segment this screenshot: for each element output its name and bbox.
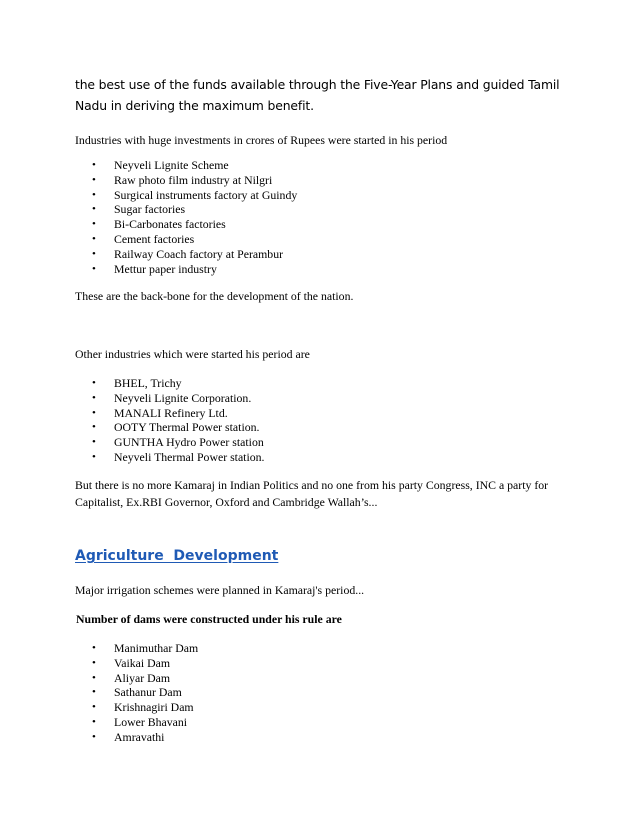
intro-paragraph: the best use of the funds available through the Five-Year Plans and guided Tamil Nadu in deriving the maximum benefit. xyxy=(75,77,560,113)
dams-list xyxy=(0,641,198,745)
industries-intro: Industries with huge investments in crores of Rupees were started in his period xyxy=(75,133,448,147)
list-item: • Neyveli Lignite Corporation. xyxy=(0,391,265,406)
list-item: • Mettur paper industry xyxy=(0,262,297,277)
other-industries-list xyxy=(0,376,265,465)
list-item: • Aliyar Dam xyxy=(0,671,198,686)
list-item: • Railway Coach factory at Perambur xyxy=(0,247,297,262)
list-item: • Sugar factories xyxy=(0,202,297,217)
backbone-paragraph: These are the back-bone for the development of the nation. xyxy=(75,289,354,303)
industries-list xyxy=(0,158,297,276)
list-item: • Amravathi xyxy=(0,730,198,745)
list-item: • BHEL, Trichy xyxy=(0,376,265,391)
list-item: • Cement factories xyxy=(0,232,297,247)
list-item: • Vaikai Dam xyxy=(0,656,198,671)
list-item: • GUNTHA Hydro Power station xyxy=(0,435,265,450)
dams-intro: Number of dams were constructed under his rule are xyxy=(76,612,342,626)
closing-paragraph: But there is no more Kamaraj in Indian Politics and no one from his party Congress, INC a party for Capitalist, Ex.RBI Governor, Oxford and Cambridge Wallah’s... xyxy=(75,478,549,509)
list-item: • Raw photo film industry at Nilgri xyxy=(0,173,297,188)
list-item: • Lower Bhavani xyxy=(0,715,198,730)
list-item: • OOTY Thermal Power station. xyxy=(0,420,265,435)
list-item: • MANALI Refinery Ltd. xyxy=(0,406,265,421)
list-item: • Neyveli Lignite Scheme xyxy=(0,158,297,173)
list-item: • Manimuthar Dam xyxy=(0,641,198,656)
other-industries-intro: Other industries which were started his period are xyxy=(75,347,310,361)
irrigation-paragraph: Major irrigation schemes were planned in Kamaraj's period... xyxy=(75,583,365,597)
list-item: • Sathanur Dam xyxy=(0,685,198,700)
list-item: • Neyveli Thermal Power station. xyxy=(0,450,265,465)
agriculture-heading: Agriculture Development xyxy=(75,548,279,564)
list-item: • Surgical instruments factory at Guindy xyxy=(0,188,297,203)
list-item: • Bi-Carbonates factories xyxy=(0,217,297,232)
list-item: • Krishnagiri Dam xyxy=(0,700,198,715)
